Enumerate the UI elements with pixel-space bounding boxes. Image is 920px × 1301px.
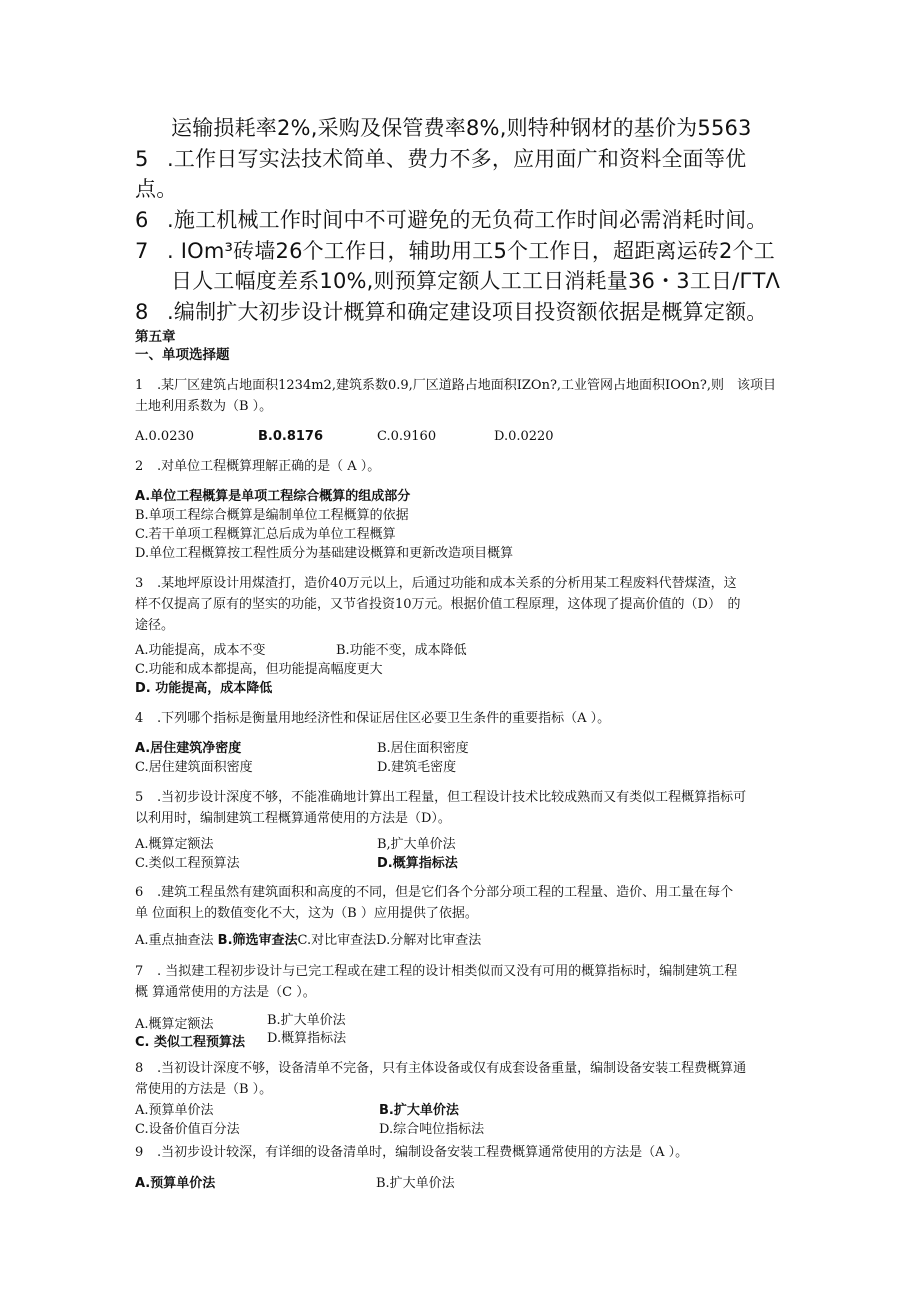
question-2 (135, 456, 790, 477)
question-number: 6 (135, 885, 144, 900)
question-number: 8 (135, 1061, 144, 1076)
q9-option-b: B.扩大单价法 (376, 1176, 455, 1191)
question-stem-line: 单 位面积上的数值变化不大，这为（B ）应用提供了依据。 (135, 906, 478, 921)
question-stem-line (135, 456, 790, 477)
question-9 (135, 1142, 790, 1163)
q7-option-b: B.扩大单价法 (267, 1013, 346, 1028)
q2-option-a: A.单位工程概算是单项工程综合概算的组成部分 (135, 489, 411, 504)
intro-line-1: 运输损耗率2%,采购及保管费率8%,则特种钢材的基价为5563 (171, 116, 752, 140)
intro-item-number: 5 (135, 147, 149, 171)
question-stem-line (135, 1058, 790, 1079)
q6-options (135, 932, 481, 950)
intro-item-text: . IOm³砖墙26个工作日，辅助用工5个工作日，超距离运砖2个工 (167, 239, 775, 263)
q8-option-a: A.预算单价法 (135, 1103, 214, 1118)
q5-option-b: B,扩大单价法 (377, 837, 456, 852)
q6-option-d: D.分解对比审查法 (376, 933, 482, 948)
q6-option-a: A.重点抽查法 (135, 933, 218, 948)
intro-item-5 (135, 144, 746, 174)
q5-option-c: C.类似工程预算法 (135, 856, 240, 871)
q2-option-b: B.单项工程综合概算是编制单位工程概算的依据 (135, 508, 409, 523)
question-stem-line: 概 算通常使用的方法是（C ）。 (135, 985, 316, 1000)
question-text: .下列哪个指标是衡量用地经济性和保证居住区必要卫生条件的重要指标（A ）。 (157, 711, 611, 726)
q3-option-d: D. 功能提高，成本降低 (135, 681, 273, 696)
intro-item-number: 8 (135, 300, 149, 324)
question-stem-line (135, 708, 790, 729)
q3-option-c: C.功能和成本都提高，但功能提高幅度更大 (135, 662, 383, 677)
q6-option-c: C.对比审查法 (297, 933, 377, 948)
intro-item-text: .工作日写实法技术简单、费力不多，应用面广和资料全面等优 (167, 147, 747, 171)
q8-option-b: B.扩大单价法 (379, 1103, 459, 1118)
question-text: . 当拟建工程初步设计与已完工程或在建工程的设计相类似而又没有可用的概算指标时，编制建筑工程 (157, 964, 738, 979)
intro-item-text: .编制扩大初步设计概算和确定建设项目投资额依据是概算定额。 (167, 300, 768, 324)
q4-option-a: A.居住建筑净密度 (135, 741, 242, 756)
question-stem-line (135, 787, 790, 808)
q8-option-d: D.综合吨位指标法 (379, 1122, 485, 1137)
question-text: .当初步设计较深，有详细的设备清单时，编制设备安装工程费概算通常使用的方法是（A ）。 (157, 1145, 689, 1160)
q1-option-a: A.0.0230 (135, 429, 195, 444)
question-stem-line: 样不仅提高了原有的坚实的功能，又节省投资10万元。根据价值工程原理，这体现了提高价值的（D） 的 (135, 597, 741, 612)
question-8 (135, 1058, 790, 1100)
intro-item-number: 7 (135, 239, 149, 263)
intro-item-8 (135, 297, 767, 327)
question-text: .建筑工程虽然有建筑面积和高度的不同，但是它们各个分部分项工程的工程量、造价、用工量在每个 (157, 885, 734, 900)
question-1 (135, 375, 790, 417)
question-6 (135, 882, 790, 924)
question-number: 4 (135, 711, 144, 726)
question-text: .某厂区建筑占地面积1234m2,建筑系数0.9,厂区道路占地面积IZOn?,工业管网占地面积IOOn?,则 该项目 (157, 378, 776, 393)
q1-option-d: D.0.0220 (494, 429, 554, 444)
question-stem-line: 途径。 (135, 618, 175, 633)
intro-item-6 (135, 205, 767, 235)
question-stem-line: 以利用时，编制建筑工程概算通常使用的方法是（D）。 (135, 811, 451, 826)
q6-option-b: B.筛选审查法 (217, 933, 298, 948)
q7-option-c: C. 类似工程预算法 (135, 1035, 246, 1050)
question-text: .当初设计深度不够，设备清单不完备，只有主体设备或仅有成套设备重量，编制设备安装工程费概算通 (157, 1061, 747, 1076)
question-stem-line: 土地利用系数为（B ）。 (135, 399, 273, 414)
q2-option-d: D.单位工程概算按工程性质分为基础建设概算和更新改造项目概算 (135, 546, 514, 561)
question-stem-line (135, 961, 790, 982)
q1-option-b: B.0.8176 (258, 429, 324, 444)
question-number: 2 (135, 459, 144, 474)
intro-item-7 (135, 236, 775, 266)
q5-option-a: A.概算定额法 (135, 837, 214, 852)
section-title: 一、单项选择题 (135, 347, 230, 363)
q7-option-a: A.概算定额法 (135, 1017, 214, 1032)
question-4 (135, 708, 790, 729)
intro-item-text: .施工机械工作时间中不可避免的无负荷工作时间必需消耗时间。 (167, 208, 768, 232)
q3-option-b: B.功能不变，成本降低 (336, 643, 467, 658)
q4-option-d: D.建筑毛密度 (377, 760, 457, 775)
question-text: .对单位工程概算理解正确的是（ A ）。 (157, 459, 381, 474)
question-stem-line (135, 1142, 790, 1163)
intro-line-6: 日人工幅度差系10%,则预算定额人工工日消耗量36・3工日/ГТΛ (171, 269, 781, 293)
chapter-title: 第五章 (135, 329, 176, 345)
q7-option-d: D.概算指标法 (267, 1031, 347, 1046)
question-7 (135, 961, 790, 1003)
question-text: .当初步设计深度不够，不能准确地计算出工程量，但工程设计技术比较成熟而又有类似工程概算指标可 (157, 790, 747, 805)
intro-item-number: 6 (135, 208, 149, 232)
intro-line-3: 点。 (135, 177, 178, 201)
question-3 (135, 573, 790, 636)
q9-option-a: A.预算单价法 (135, 1176, 216, 1191)
question-number: 1 (135, 378, 144, 393)
q4-option-b: B.居住面积密度 (377, 741, 469, 756)
question-stem-line (135, 882, 790, 903)
q4-option-c: C.居住建筑面积密度 (135, 760, 253, 775)
question-number: 3 (135, 576, 144, 591)
question-stem-line (135, 573, 790, 594)
q2-option-c: C.若干单项工程概算汇总后成为单位工程概算 (135, 527, 396, 542)
question-stem-line: 常使用的方法是（B ）。 (135, 1082, 273, 1097)
question-stem-line (135, 375, 790, 396)
question-number: 5 (135, 790, 144, 805)
q1-option-c: C.0.9160 (377, 429, 437, 444)
q3-option-a: A.功能提高，成本不变 (135, 643, 266, 658)
question-5 (135, 787, 790, 829)
question-number: 9 (135, 1145, 144, 1160)
q5-option-d: D.概算指标法 (377, 856, 458, 871)
question-text: .某地坪原设计用煤渣打，造价40万元以上，后通过功能和成本关系的分析用某工程废料代替煤渣，这 (157, 576, 737, 591)
q8-option-c: C.设备价值百分法 (135, 1122, 240, 1137)
question-number: 7 (135, 964, 144, 979)
